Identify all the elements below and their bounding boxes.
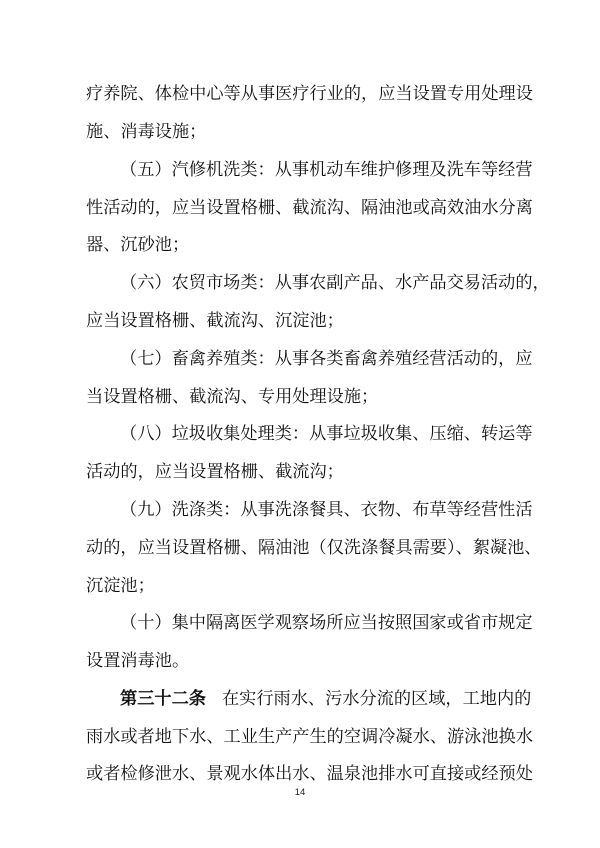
text-line: 雨水或者地下水、工业生产产生的空调冷凝水、游泳池换水 xyxy=(86,727,533,747)
article-heading-line xyxy=(120,688,532,710)
text-line: （七）畜禽养殖类：从事各类畜禽养殖经营活动的，应 xyxy=(120,349,533,369)
text-line: （九）洗涤类：从事洗涤餐具、衣物、布草等经营性活 xyxy=(120,500,533,520)
text-line: （十）集中隔离医学观察场所应当按照国家或省市规定 xyxy=(120,613,533,633)
page-number: 14 xyxy=(294,787,306,798)
text-line: 应当设置格栅、截流沟、沉淀池； xyxy=(86,311,344,331)
text-line: 设置消毒池。 xyxy=(86,651,190,671)
text-line: 当设置格栅、截流沟、专用处理设施； xyxy=(86,387,379,407)
text-line: 器、沉砂池； xyxy=(86,235,190,255)
text-line: 活动的，应当设置格栅、截流沟； xyxy=(86,462,344,482)
text-line: 施、消毒设施； xyxy=(86,122,207,142)
text-line: 或者检修泄水、景观水体出水、温泉池排水可直接或经预处 xyxy=(86,764,533,784)
text-line: （八）垃圾收集处理类：从事垃圾收集、压缩、转运等 xyxy=(120,424,533,444)
text-line: （六）农贸市场类：从事农副产品、水产品交易活动的， xyxy=(120,273,550,293)
article-label: 第三十二条 xyxy=(120,689,206,709)
text-line: 动的，应当设置格栅、隔油池（仅洗涤餐具需要）、絮凝池、 xyxy=(86,538,542,558)
text-line: 在实行雨水、污水分流的区域，工地内的 xyxy=(221,689,532,709)
text-line: 沉淀池； xyxy=(86,576,155,596)
text-line: （五）汽修机洗类：从事机动车维护修理及洗车等经营 xyxy=(120,160,533,180)
text-line: 疗养院、体检中心等从事医疗行业的，应当设置专用处理设 xyxy=(86,84,533,104)
text-line: 性活动的，应当设置格栅、截流沟、隔油池或高效油水分离 xyxy=(86,198,533,218)
